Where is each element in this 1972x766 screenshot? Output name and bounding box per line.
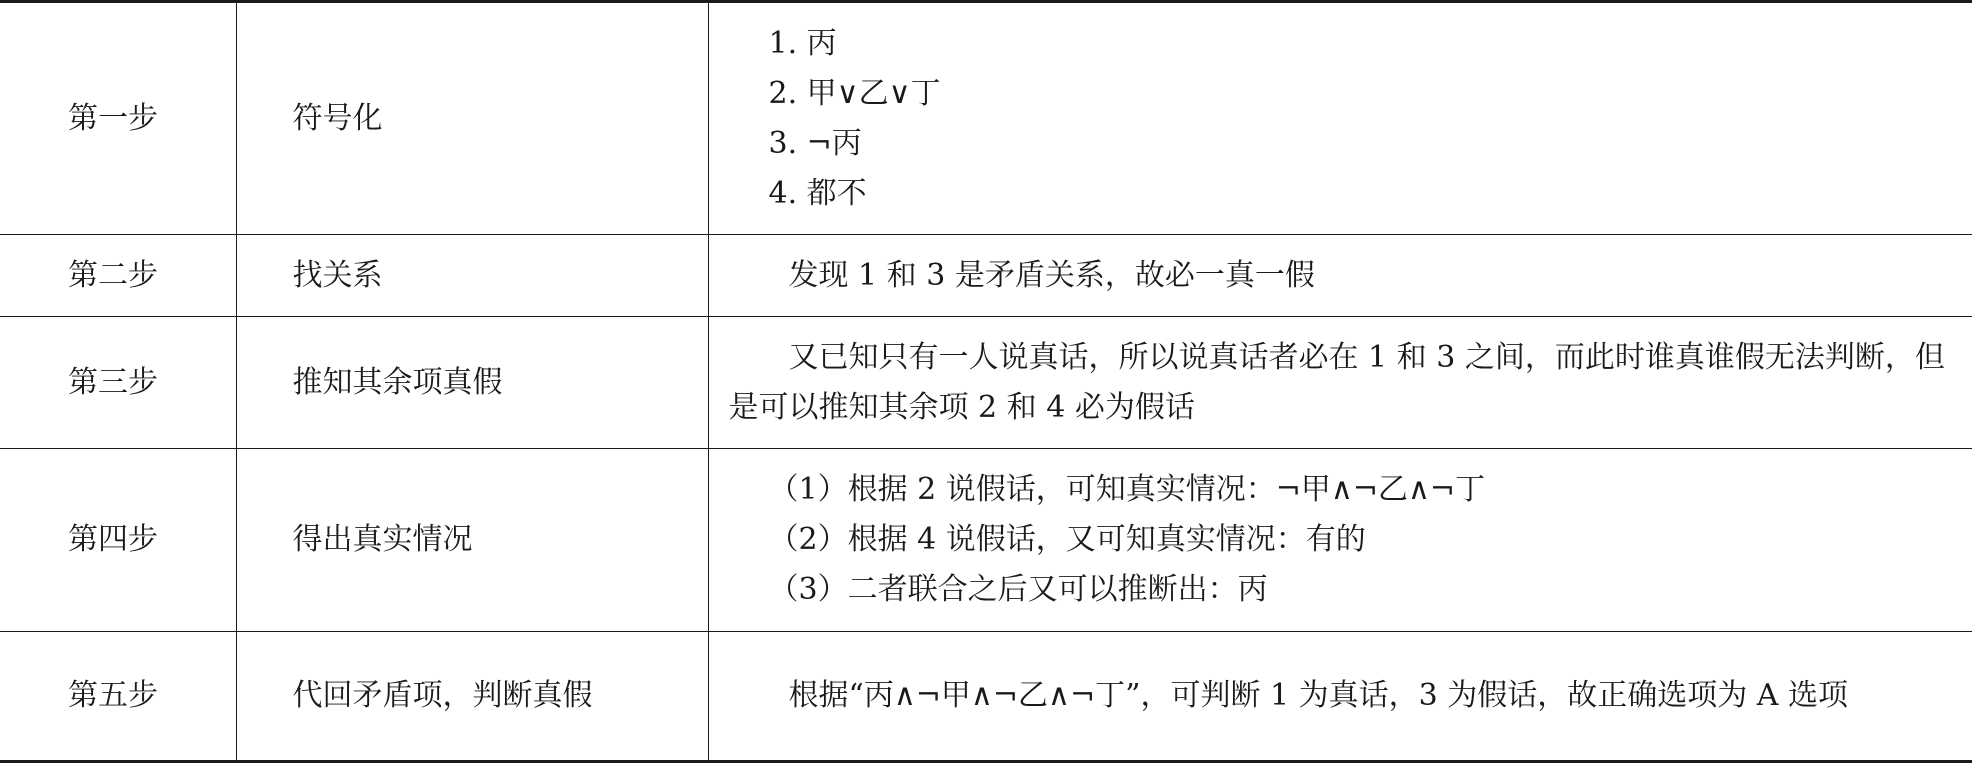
step-detail bbox=[708, 2, 1972, 235]
step-label: 第五步 bbox=[0, 632, 236, 762]
step-detail bbox=[708, 632, 1972, 762]
step-label: 第三步 bbox=[0, 317, 236, 449]
table-row bbox=[0, 449, 1972, 632]
step-action: 代回矛盾项，判断真假 bbox=[236, 632, 708, 762]
step-action: 推知其余项真假 bbox=[236, 317, 708, 449]
symbol-item: 2. 甲∨乙∨丁 bbox=[768, 75, 941, 111]
table-row bbox=[0, 235, 1972, 317]
deduction-item: （1）根据 2 说假话，可知真实情况：¬甲∧¬乙∧¬丁 bbox=[768, 472, 1486, 507]
symbol-item: 1. 丙 bbox=[768, 25, 837, 61]
step-detail bbox=[708, 317, 1972, 449]
detail-text: 根据“丙∧¬甲∧¬乙∧¬丁”，可判断 1 为真话，3 为假话，故正确选项为 A 选项 bbox=[788, 678, 1848, 713]
table-row bbox=[0, 632, 1972, 762]
step-detail bbox=[708, 235, 1972, 317]
step-label: 第四步 bbox=[0, 449, 236, 632]
step-label: 第一步 bbox=[0, 2, 236, 235]
step-action: 找关系 bbox=[236, 235, 708, 317]
detail-text: 发现 1 和 3 是矛盾关系，故必一真一假 bbox=[788, 257, 1315, 293]
symbol-item: 3. ¬丙 bbox=[768, 125, 862, 161]
table-row bbox=[0, 317, 1972, 449]
symbol-item: 4. 都不 bbox=[768, 175, 867, 211]
detail-text: 又已知只有一人说真话，所以说真话者必在 1 和 3 之间，而此时谁真谁假无法判断，但是可以推知其余项 2 和 4 必为假话 bbox=[728, 339, 1945, 425]
step-action: 得出真实情况 bbox=[236, 449, 708, 632]
step-detail bbox=[708, 449, 1972, 632]
step-label: 第二步 bbox=[0, 235, 236, 317]
table-row bbox=[0, 2, 1972, 235]
deduction-item: （3）二者联合之后又可以推断出：丙 bbox=[768, 572, 1268, 607]
deduction-item: （2）根据 4 说假话，又可知真实情况：有的 bbox=[768, 522, 1366, 557]
step-action: 符号化 bbox=[236, 2, 708, 235]
